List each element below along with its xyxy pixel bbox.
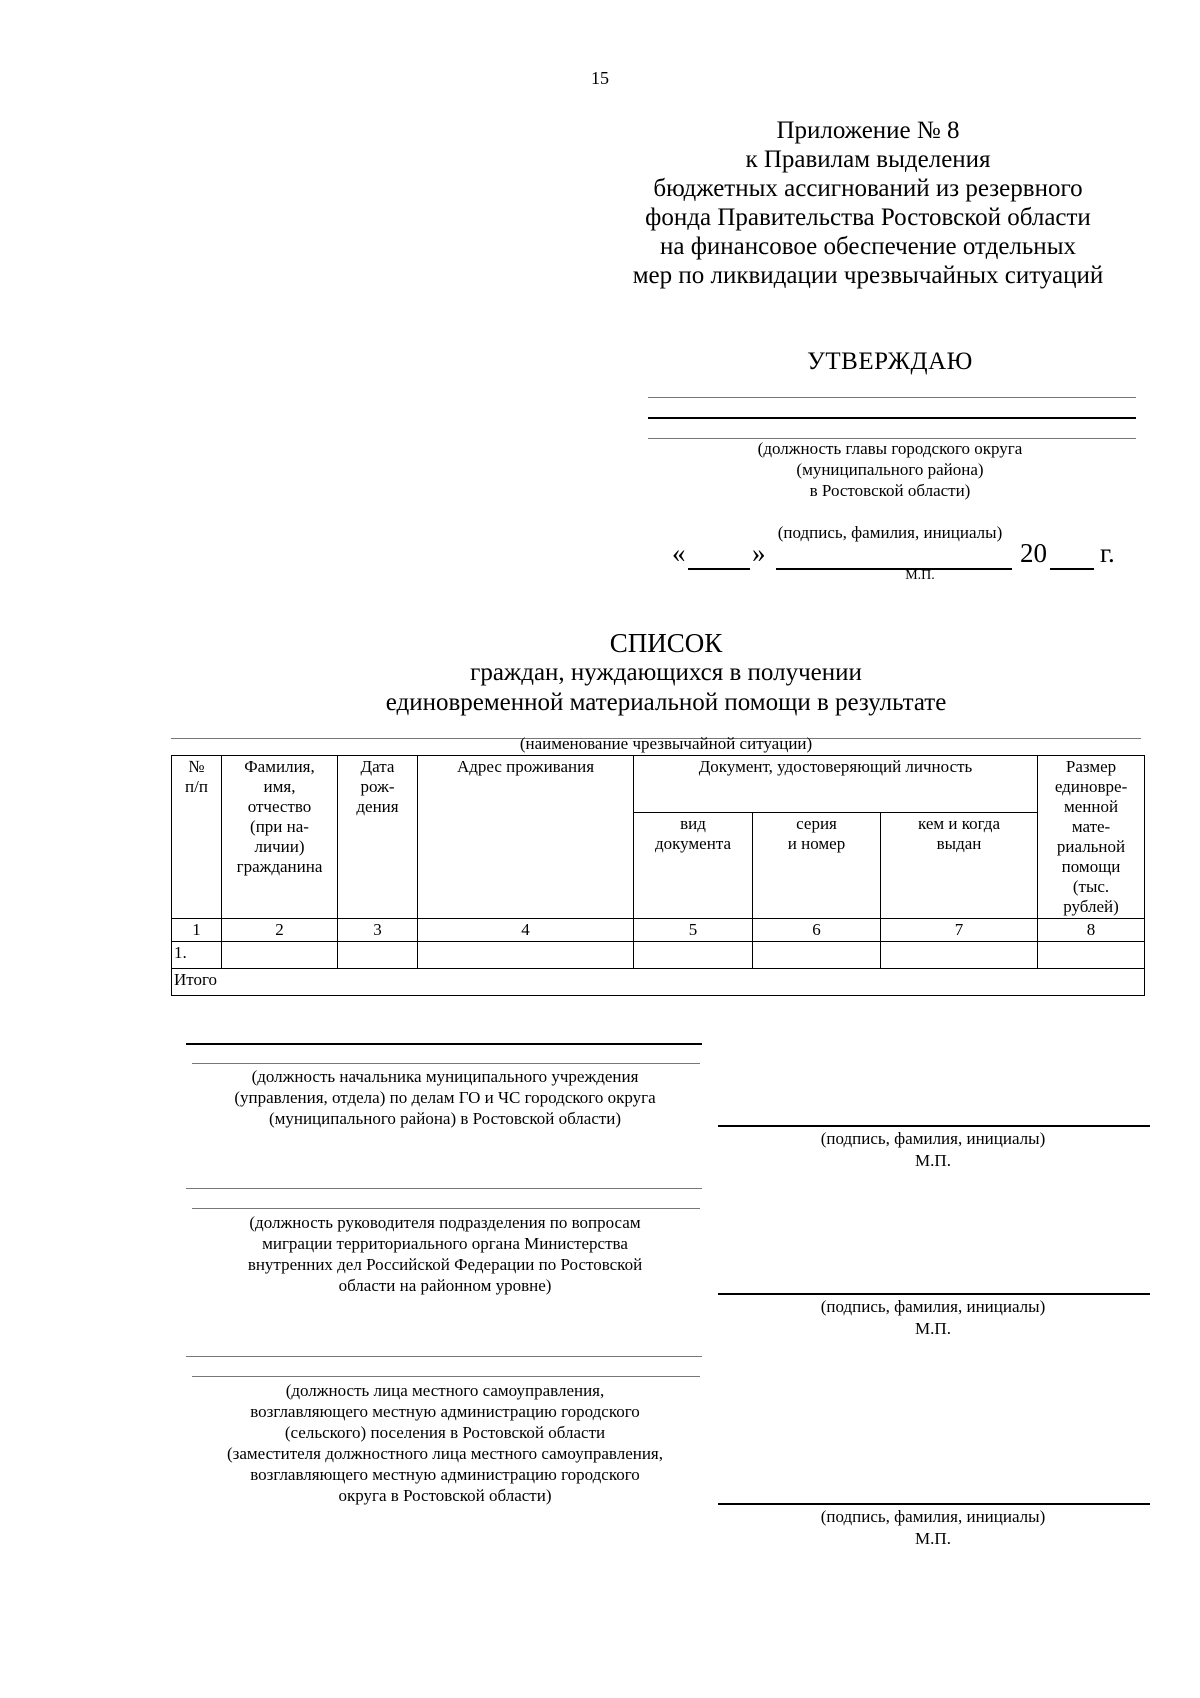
sig1-position-caption: (должность начальника муниципального учреждения (управления, отдела) по делам ГО и ЧС городского округа (муниципального района) в Ростовской области) <box>234 1067 656 1128</box>
sig2-position-line-1 <box>186 1188 702 1189</box>
sig2-position-line-2 <box>192 1208 700 1209</box>
appendix-line: Приложение № 8 <box>776 117 960 144</box>
header-amount: Размер единовре- менной мате- риальной помощи (тыс. рублей) <box>1038 756 1145 919</box>
date-year-suffix: г. <box>1100 538 1115 568</box>
approval-position-line-2 <box>648 417 1136 419</box>
appendix-line: мер по ликвидации чрезвычайных ситуаций <box>632 262 1104 289</box>
event-name-caption: (наименование чрезвычайной ситуации) <box>519 734 813 753</box>
column-number: 7 <box>881 919 1038 942</box>
list-title: СПИСОК <box>609 628 723 658</box>
sig3-signature-line <box>718 1503 1150 1505</box>
column-number: 1 <box>172 919 222 942</box>
appendix-line: на финансовое обеспечение отдельных <box>659 233 1076 260</box>
date-year-blank <box>1050 568 1094 570</box>
column-number: 8 <box>1038 919 1145 942</box>
header-doc-number: серия и номер <box>753 812 881 918</box>
table-cell <box>1038 942 1145 969</box>
header-document-group: Документ, удостоверяющий личность <box>634 756 1038 813</box>
column-number: 2 <box>222 919 338 942</box>
column-number: 6 <box>753 919 881 942</box>
header-doc-type: вид документа <box>634 812 753 918</box>
approval-stamp-label: М.П. <box>905 568 935 583</box>
total-label: Итого <box>172 969 1145 996</box>
column-number: 5 <box>634 919 753 942</box>
citizens-table <box>171 755 1145 996</box>
table-cell <box>634 942 753 969</box>
sig2-signature-line <box>718 1293 1150 1295</box>
table-cell <box>881 942 1038 969</box>
sig2-stamp-label: М.П. <box>915 1319 951 1338</box>
sig1-stamp-label: М.П. <box>915 1151 951 1170</box>
header-birth: Дата рож- дения <box>338 756 418 919</box>
column-number-row <box>172 919 1145 942</box>
table-cell <box>222 942 338 969</box>
sig1-signature-line <box>718 1125 1150 1127</box>
sig3-signature-caption: (подпись, фамилия, инициалы) <box>820 1507 1046 1526</box>
sig3-position-line-1 <box>186 1356 702 1357</box>
date-day-blank <box>688 568 750 570</box>
appendix-line: бюджетных ассигнований из резервного <box>653 175 1083 202</box>
date-open-quote: « <box>672 538 686 568</box>
sig2-position-caption: (должность руководителя подразделения по вопросам миграции территориального органа Министерства внутренних дел Российской Федерации по Ростовской области на районном уровне) <box>247 1213 643 1295</box>
appendix-line: к Правилам выделения <box>745 146 991 173</box>
header-name: Фамилия, имя, отчество (при на- личии) гражданина <box>222 756 338 919</box>
appendix-line: фонда Правительства Ростовской области <box>645 204 1091 231</box>
table-row <box>172 942 1145 969</box>
sig2-signature-caption: (подпись, фамилия, инициалы) <box>820 1297 1046 1316</box>
sig1-signature-caption: (подпись, фамилия, инициалы) <box>820 1129 1046 1148</box>
header-num: № п/п <box>172 756 222 919</box>
sig1-position-line-1 <box>186 1043 702 1045</box>
list-subtitle-line: единовременной материальной помощи в результате <box>385 689 947 716</box>
sig1-position-line-2 <box>192 1063 700 1064</box>
date-year-prefix: 20 <box>1020 538 1047 568</box>
sig3-position-line-2 <box>192 1376 700 1377</box>
column-number: 3 <box>338 919 418 942</box>
sig3-stamp-label: М.П. <box>915 1529 951 1548</box>
sig3-position-caption: (должность лица местного самоуправления, возглавляющего местную администрацию городского (сельского) поселения в Ростовской области (заместителя должностного лица местного самоуправления, возглавляющего местную администрацию городского округа в Ростовской области) <box>226 1381 663 1505</box>
header-address: Адрес проживания <box>418 756 634 919</box>
list-subtitle <box>0 658 1200 718</box>
approval-position-caption: (должность главы городского округа (муниципального района) в Ростовской области) <box>757 439 1023 500</box>
list-subtitle-line: граждан, нуждающихся в получении <box>470 659 862 686</box>
column-number: 4 <box>418 919 634 942</box>
header-doc-issued: кем и когда выдан <box>881 812 1038 918</box>
date-close-quote: » <box>752 538 766 568</box>
approval-position-line-1 <box>648 397 1136 398</box>
appendix-header <box>598 116 1138 290</box>
total-row <box>172 969 1145 996</box>
table-cell <box>418 942 634 969</box>
approval-signature-caption: (подпись, фамилия, инициалы) <box>777 523 1003 542</box>
page-number: 15 <box>591 68 609 88</box>
table-cell <box>338 942 418 969</box>
approval-heading: УТВЕРЖДАЮ <box>807 348 973 375</box>
table-cell <box>753 942 881 969</box>
row-num-cell: 1. <box>172 942 222 969</box>
table-header-row <box>172 756 1145 813</box>
